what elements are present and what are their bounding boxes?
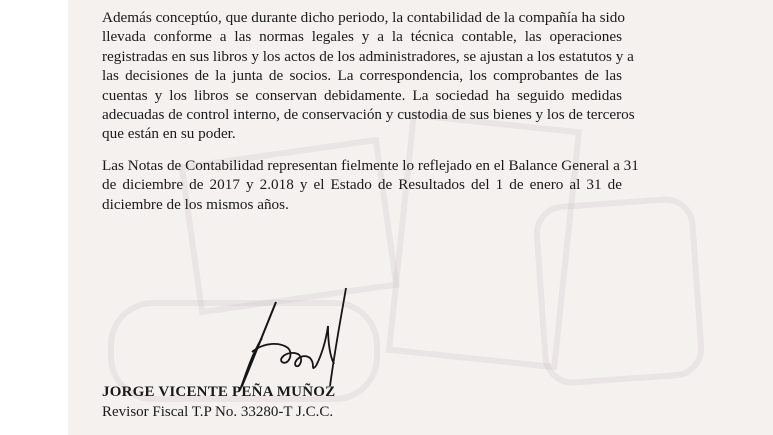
paragraph-accounting-notes xyxy=(102,156,639,214)
paragraph-line: diciembre de los mismos años. xyxy=(102,195,289,213)
paragraph-line: las decisiones de la junta de socios. La correspondencia, los comprobantes de las xyxy=(102,67,622,85)
paragraph-line: registradas en sus libros y los actos de los administradores, se ajustan a los estatutos y a xyxy=(102,47,634,65)
document-page xyxy=(68,0,773,435)
signer-name: JORGE VICENTE PEÑA MUÑOZ xyxy=(102,384,336,400)
signer-title: Revisor Fiscal T.P No. 33280-T J.C.C. xyxy=(102,404,334,420)
paragraph-line: cuentas y los libros se conservan debidamente. La sociedad ha seguido medidas xyxy=(102,86,622,104)
paragraph-line: Las Notas de Contabilidad representan fielmente lo reflejado en el Balance General a 31 xyxy=(102,157,639,174)
paragraph-line: llevada conforme a las normas legales y a la técnica contable, las operaciones xyxy=(102,28,622,46)
watermark-shape xyxy=(532,195,706,388)
paragraph-line: Además conceptúo, que durante dicho periodo, la contabilidad de la compañía ha sido xyxy=(102,9,625,26)
paragraph-line: adecuadas de control interno, de conservación y custodia de sus bienes y los de terceros xyxy=(102,106,635,124)
paragraph-line: que están en su poder. xyxy=(102,125,236,143)
paragraph-accounting-opinion xyxy=(102,8,635,144)
paragraph-line: de diciembre de 2017 y 2.018 y el Estado de Resultados del 1 de enero al 31 de xyxy=(102,176,622,194)
handwritten-signature xyxy=(206,282,366,392)
